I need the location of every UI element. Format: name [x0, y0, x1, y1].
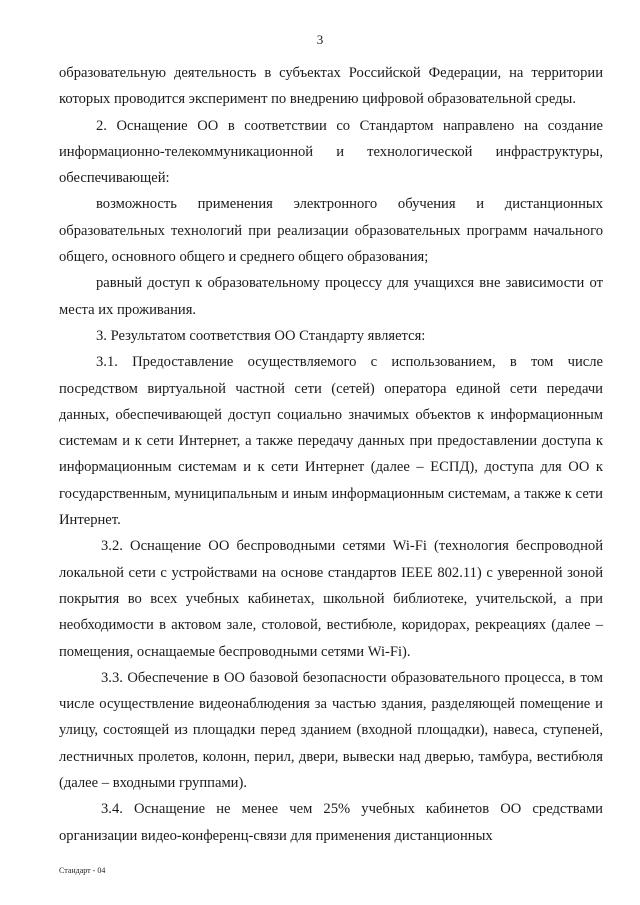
- paragraph-item-3-4: 3.4. Оснащение не менее чем 25% учебных кабинетов ОО средствами организации видео-конференц-связи для применения дистанционных: [59, 801, 603, 844]
- paragraph-electronic-learning: возможность применения электронного обучения и дистанционных образовательных технологий при реализации образовательных программ начального общего, основного общего и среднего общего образования;: [59, 196, 603, 266]
- paragraph-item-2: 2. Оснащение ОО в соответствии со Стандартом направлено на создание информационно-телекоммуникационной и технологической инфраструктуры, обеспечивающей:: [59, 117, 603, 187]
- paragraph-item-3-2: 3.2. Оснащение ОО беспроводными сетями Wi-Fi (технология беспроводной локальной сети с устройствами на основе стандартов IEEE 802.11) с уверенной зоной покрытия во всех учебных кабинетах, школьной библиотеке, учительской, а при необходимости в актовом зале, столовой, вестибюле, коридорах, рекреациях (далее – помещения, оснащаемые беспроводными сетями Wi-Fi).: [59, 538, 603, 660]
- paragraph-item-3-1: 3.1. Предоставление осуществляемого с использованием, в том числе посредством виртуальной частной сети (сетей) оператора единой сети передачи данных, обеспечивающей доступ социально значимых объектов к информационным системам и к сети Интернет, а также передачу данных при предоставлении доступа к информационным системам и к сети Интернет (далее – ЕСПД), доступа для ОО к государственным, муниципальным и иным информационным системам, а также к сети Интернет.: [59, 354, 603, 529]
- page-number: 3: [316, 32, 324, 47]
- document-body: [59, 60, 603, 849]
- paragraph-equal-access: равный доступ к образовательному процессу для учащихся вне зависимости от места их проживания.: [59, 275, 603, 318]
- paragraph-item-3: 3. Результатом соответствия ОО Стандарту является:: [96, 327, 426, 344]
- paragraph-item-3-3: 3.3. Обеспечение в ОО базовой безопасности образовательного процесса, в том числе осуществление видеонаблюдения за частью здания, разделяющей помещение и улицу, состоящей из площадки перед зданием (входной площадки), навеса, ступеней, лестничных пролетов, колонн, перил, двери, вывески над дверью, тамбура, вестибюля (далее – входными группами).: [59, 669, 603, 792]
- paragraph-continuation: образовательную деятельность в субъектах Российской Федерации, на территории которых проводится эксперимент по внедрению цифровой образовательной среды.: [59, 65, 603, 108]
- footer-label: Стандарт - 04: [59, 866, 106, 875]
